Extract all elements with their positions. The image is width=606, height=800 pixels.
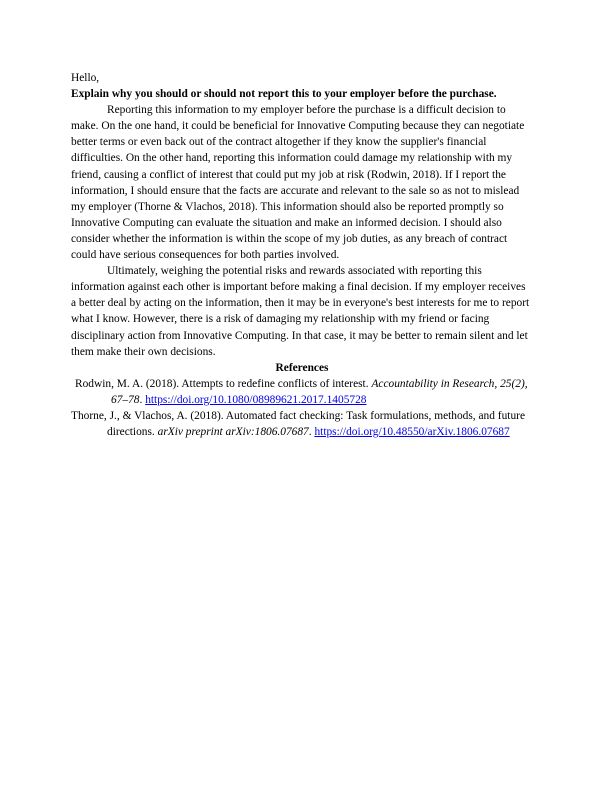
reference-source: arXiv preprint arXiv:1806.07687 (157, 426, 309, 439)
references-heading: References (275, 361, 329, 374)
reference-punct: . (308, 426, 315, 439)
reference-doi-link[interactable]: https://doi.org/10.48550/arXiv.1806.07687 (314, 426, 510, 439)
greeting: Hello, (71, 72, 100, 84)
reference-doi-link[interactable]: https://doi.org/10.1080/08989621.2017.1405728 (145, 393, 367, 406)
reference-text: Rodwin, M. A. (2018). Attempts to redefine conflicts of interest. (75, 377, 372, 390)
reference-punct: . (139, 393, 146, 406)
document-body (71, 70, 533, 440)
question-heading: Explain why you should or should not report this to your employer before the purchase. (71, 88, 497, 101)
body-paragraph-2: Ultimately, weighing the potential risks and rewards associated with reporting this information against each other is important before making a final decision. If my employer receives a better deal by acting on the information, then it may be in everyone's best interests for me to report what I know. However, there is a risk of damaging my relationship with my friend or facing disciplinary action from Innovative Computing. In that case, it may be better to remain silent and let them make their own decisions. (71, 265, 530, 358)
reference-entry-2 (71, 408, 533, 440)
body-paragraph-1: Reporting this information to my employer before the purchase is a difficult decision to make. On the one hand, it could be beneficial for Innovative Computing because they can negotiate better terms or even back out of the contract altogether if they know the supplier's financial difficulties. On the other hand, reporting this information could damage my relationship with my friend, causing a conflict of interest that could put my job at risk (Rodwin, 2018). If I report the information, I should ensure that the facts are accurate and relevant to the sale so as not to mislead my employer (Thorne & Vlachos, 2018). This information should also be reported promptly so Innovative Computing can evaluate the situation and make an informed decision. I should also consider whether the information is within the scope of my job duties, as any breach of contract could have serious consequences for both parties involved. (71, 104, 525, 262)
reference-source: Accountability in Research, 25(2), 67–78 (111, 377, 528, 406)
reference-text: Thorne, J., & Vlachos, A. (2018). Automated fact checking: Task formulations, methods, and future directions. (71, 409, 525, 439)
reference-entry-1 (71, 376, 533, 408)
